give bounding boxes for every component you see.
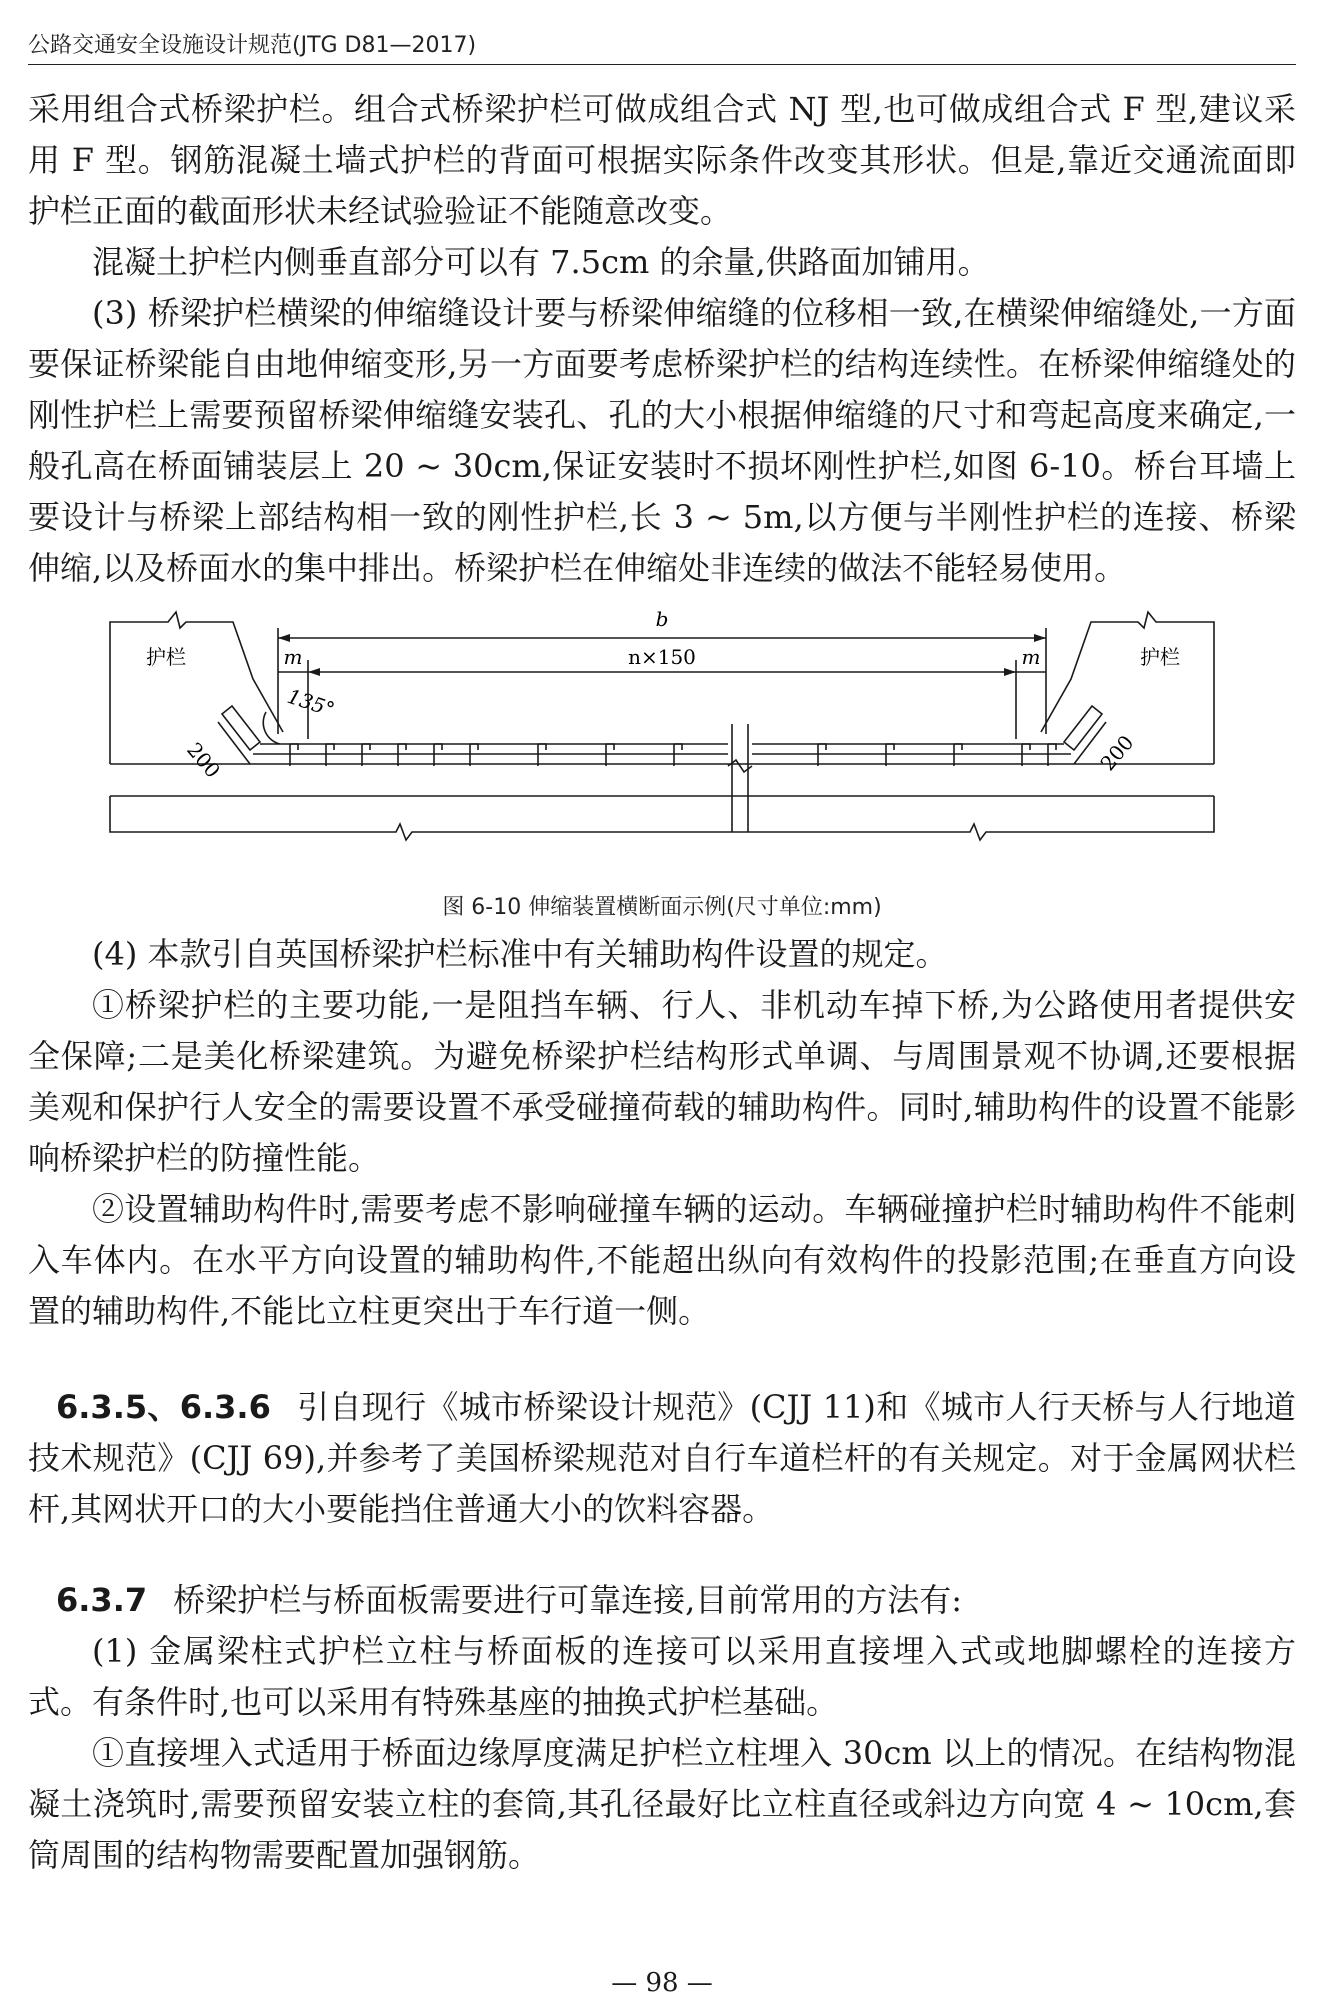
figure-caption: 图 6-10 伸缩装置横断面示例(尺寸单位:mm) [442, 895, 882, 920]
arrow-b-left [278, 634, 290, 642]
spacer [28, 1535, 1296, 1575]
arrow-n150-left [308, 668, 320, 676]
label-200-left: 200 [182, 737, 226, 783]
arrow-n150-right [1004, 668, 1016, 676]
section-number: 6.3.7 [56, 1581, 148, 1619]
paragraph-composite-guardrail: 采用组合式桥梁护栏。组合式桥梁护栏可做成组合式 NJ 型,也可做成组合式 F 型,建议采用 F 型。钢筋混凝土墙式护栏的背面可根据实际条件改变其形状。但是,靠近交通流面即护栏正面的截面形状未经试验验证不能随意改变。 [28, 90, 1296, 230]
section-6-3-7 [28, 1575, 1296, 1626]
label-200-right: 200 [1095, 730, 1139, 776]
section-6-3-5 [28, 1382, 1296, 1535]
page-content [28, 84, 1296, 1881]
arrow-b-right [1034, 634, 1046, 642]
paragraph-expansion-joint: (3) 桥梁护栏横梁的伸缩缝设计要与桥梁伸缩缝的位移相一致,在横梁伸缩缝处,一方面要保证桥梁能自由地伸缩变形,另一方面要考虑桥梁护栏的结构连续性。在桥梁伸缩缝处的刚性护栏上需要预留桥梁伸缩缝安装孔、孔的大小根据伸缩缝的尺寸和弯起高度来确定,一般孔高在桥面铺装层上 20 ~ 30cm,保证安装时不损坏刚性护栏,如图 6-10。桥台耳墙上要设计与桥梁上部结构相一致的刚性护栏,长 3 ~ 5m,以方便与半刚性护栏的连接、桥梁伸缩,以及桥面水的集中排出。桥梁护栏在伸缩处非连续的做法不能轻易使用。 [28, 294, 1296, 587]
label-guardrail-right: 护栏 [1140, 645, 1180, 669]
label-m-right: m [1021, 645, 1041, 669]
spacer [28, 1337, 1296, 1382]
label-n150: n×150 [628, 645, 696, 669]
label-b: b [655, 607, 669, 631]
section-text: 桥梁护栏与桥面板需要进行可靠连接,目前常用的方法有: [173, 1581, 963, 1619]
left-anchor-plate [222, 706, 260, 750]
paragraph-auxiliary-intro: (4) 本款引自英国桥梁护栏标准中有关辅助构件设置的规定。 [92, 935, 948, 973]
paragraph-auxiliary-function: ①桥梁护栏的主要功能,一是阻挡车辆、行人、非机动车掉下桥,为公路使用者提供安全保障;二是美化桥梁建筑。为避免桥梁护栏结构形式单调、与周围景观不协调,还要根据美观和保护行人安全的需要设置不承受碰撞荷载的辅助构件。同时,辅助构件的设置不能影响桥梁护栏的防撞性能。 [28, 986, 1296, 1177]
paragraph-post-connection: (1) 金属梁柱式护栏立柱与桥面板的连接可以采用直接埋入式或地脚螺栓的连接方式。有条件时,也可以采用有特殊基座的抽换式护栏基础。 [28, 1632, 1296, 1721]
label-angle-135: 135° [284, 683, 338, 722]
expansion-joint-diagram [28, 594, 1296, 889]
anchor-hooks [290, 744, 1056, 766]
section-text: 引自现行《城市桥梁设计规范》(CJJ 11)和《城市人行天桥与人行地道技术规范》(CJJ 69),并参考了美国桥梁规范对自行车道栏杆的有关规定。对于金属网状栏杆,其网状开口的大小要能挡住普通大小的饮料容器。 [28, 1388, 1296, 1528]
right-anchor-plate [1064, 706, 1102, 750]
paragraph-concrete-margin: 混凝土护栏内侧垂直部分可以有 7.5cm 的余量,供路面加铺用。 [92, 243, 990, 281]
figure-6-10 [28, 594, 1296, 889]
header-rule [28, 64, 1296, 65]
label-guardrail-left: 护栏 [146, 645, 186, 669]
running-header: 公路交通安全设施设计规范(JTG D81—2017) [28, 33, 477, 58]
paragraph-direct-embedding: ①直接埋入式适用于桥面边缘厚度满足护栏立柱埋入 30cm 以上的情况。在结构物混凝土浇筑时,需要预留安装立柱的套筒,其孔径最好比立柱直径或斜边方向宽 4 ~ 10cm,套筒周围的结构物需要配置加强钢筋。 [28, 1734, 1296, 1874]
paragraph-auxiliary-setting: ②设置辅助构件时,需要考虑不影响碰撞车辆的运动。车辆碰撞护栏时辅助构件不能刺入车体内。在水平方向设置的辅助构件,不能超出纵向有效构件的投影范围;在垂直方向设置的辅助构件,不能比立柱更突出于车行道一侧。 [28, 1190, 1296, 1330]
section-number: 6.3.5、6.3.6 [56, 1388, 271, 1426]
deck-lower-outline [110, 796, 1214, 840]
label-m-left: m [283, 645, 303, 669]
page-number: — 98 — [611, 1968, 713, 1998]
